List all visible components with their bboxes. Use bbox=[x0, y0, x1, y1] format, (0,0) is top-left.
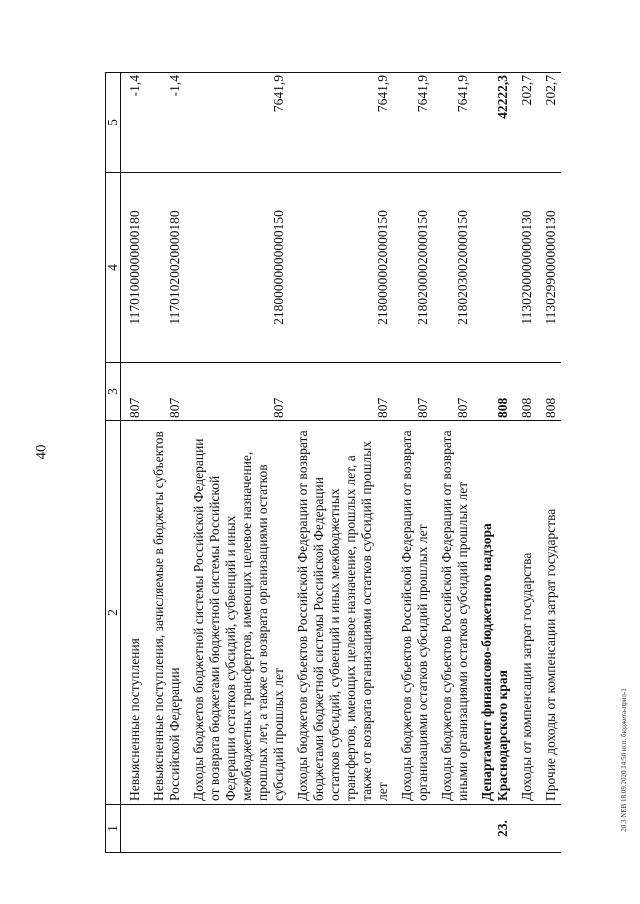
footer-note: 20.3 NEB 18.09.2020 14:50 исп. бюджета-прил-1 bbox=[620, 688, 628, 832]
admin-code: 808 bbox=[473, 363, 513, 421]
budget-class-code: 11302000000000130 bbox=[513, 173, 537, 363]
table-row bbox=[393, 73, 433, 853]
budget-class-code: 11302990000000130 bbox=[537, 173, 561, 363]
admin-code: 807 bbox=[433, 363, 473, 421]
income-name: Доходы от компенсации затрат государства bbox=[513, 421, 537, 805]
table-row bbox=[121, 73, 146, 853]
row-number bbox=[537, 805, 561, 853]
income-name: Невыясненные поступления bbox=[121, 421, 146, 805]
admin-code: 807 bbox=[289, 363, 393, 421]
admin-code: 807 bbox=[145, 363, 185, 421]
row-number bbox=[145, 805, 185, 853]
table-row bbox=[289, 73, 393, 853]
admin-code: 807 bbox=[121, 363, 146, 421]
amount: 7641,9 bbox=[289, 73, 393, 173]
column-header-2: 2 bbox=[106, 421, 121, 805]
budget-class-code: 21802030020000150 bbox=[433, 173, 473, 363]
column-header-4: 4 bbox=[106, 173, 121, 363]
budget-class-code bbox=[473, 173, 513, 363]
table-row bbox=[513, 73, 537, 853]
table-row bbox=[473, 73, 513, 853]
table-header-row bbox=[106, 73, 121, 853]
admin-code: 807 bbox=[393, 363, 433, 421]
amount: 42222,3 bbox=[473, 73, 513, 173]
row-number bbox=[289, 805, 393, 853]
budget-class-code: 11701020020000180 bbox=[145, 173, 185, 363]
income-name: Доходы бюджетов субъектов Российской Федерации от возврата иными организациями остатков субсидий прошлых лет bbox=[433, 421, 473, 805]
row-number: 23. bbox=[473, 805, 513, 853]
column-header-1: 1 bbox=[106, 805, 121, 853]
amount: 7641,9 bbox=[433, 73, 473, 173]
table-row bbox=[433, 73, 473, 853]
amount: 7641,9 bbox=[185, 73, 289, 173]
table-row bbox=[145, 73, 185, 853]
amount: 202,7 bbox=[537, 73, 561, 173]
income-name: Департамент финансово-бюджетного надзора Краснодарского края bbox=[473, 421, 513, 805]
income-name: Доходы бюджетов бюджетной системы Российской Федерации от возврата бюджетами бюджетной системы Российской Федерации остатков субсидий, субвенций и иных межбюджетных трансфертов, имеющих целевое назначение, прошлых лет, а также от возврата организациями остатков субсидий прошлых лет bbox=[185, 421, 289, 805]
row-number bbox=[185, 805, 289, 853]
amount: 202,7 bbox=[513, 73, 537, 173]
amount: -1,4 bbox=[145, 73, 185, 173]
budget-class-code: 21800000000000150 bbox=[185, 173, 289, 363]
table-body bbox=[121, 73, 562, 853]
row-number bbox=[393, 805, 433, 853]
income-name: Доходы бюджетов субъектов Российской Федерации от возврата организациями остатков субсидий прошлых лет bbox=[393, 421, 433, 805]
column-header-3: 3 bbox=[106, 363, 121, 421]
budget-table-frame bbox=[105, 73, 605, 853]
table-row bbox=[537, 73, 561, 853]
budget-class-code: 21800000020000150 bbox=[289, 173, 393, 363]
amount: -1,4 bbox=[121, 73, 146, 173]
admin-code: 808 bbox=[537, 363, 561, 421]
budget-income-table bbox=[105, 72, 561, 853]
income-name: Доходы бюджетов субъектов Российской Федерации от возврата бюджетами бюджетной системы Российской Федерации остатков субсидий, субвенций и иных межбюджетных трансфертов, имеющих целевое назначение, прошлых лет, а также от возврата организациями остатков субсидий прошлых лет bbox=[289, 421, 393, 805]
income-name: Невыясненные поступления, зачисляемые в бюджеты субъектов Российской Федерации bbox=[145, 421, 185, 805]
budget-class-code: 21802000020000150 bbox=[393, 173, 433, 363]
row-number bbox=[121, 805, 146, 853]
row-number bbox=[433, 805, 473, 853]
admin-code: 807 bbox=[185, 363, 289, 421]
column-header-5: 5 bbox=[106, 73, 121, 173]
row-number bbox=[513, 805, 537, 853]
income-name: Прочие доходы от компенсации затрат государства bbox=[537, 421, 561, 805]
amount: 7641,9 bbox=[393, 73, 433, 173]
page-number: 40 bbox=[33, 444, 50, 460]
table-row bbox=[185, 73, 289, 853]
budget-class-code: 11701000000000180 bbox=[121, 173, 146, 363]
admin-code: 808 bbox=[513, 363, 537, 421]
